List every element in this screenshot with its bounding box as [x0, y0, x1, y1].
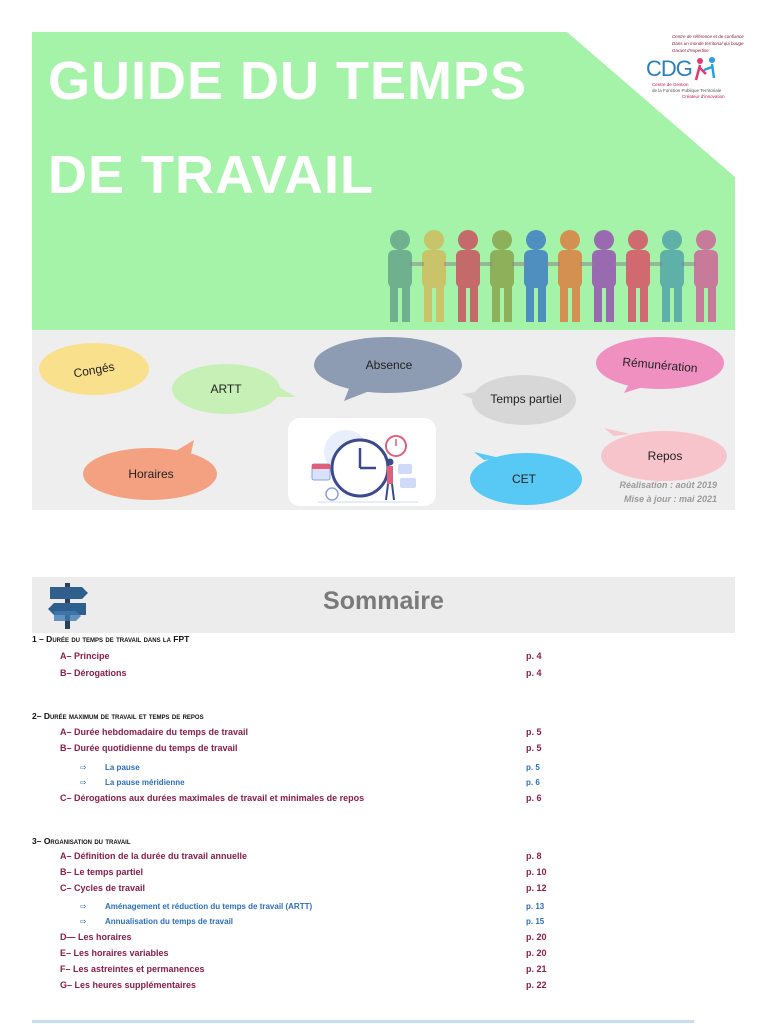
bubble-cet-label: CET: [512, 472, 536, 486]
toc-entry[interactable]: [60, 980, 550, 994]
logo-sub-2: de la Fonction Publique Territoriale: [652, 88, 722, 93]
logo-sub-1: Centre de Gestion: [652, 82, 689, 87]
toc-entry[interactable]: [60, 948, 550, 962]
toc-entry-page: p. 12: [526, 883, 547, 893]
toc-entry-label: D— Les horaires: [60, 932, 132, 942]
bubble-horaires: [82, 438, 220, 502]
toc-entry-label: B– Le temps partiel: [60, 867, 144, 877]
cover-title-line2: DE TRAVAIL: [48, 145, 374, 205]
bubble-conges-label: Congés: [72, 359, 116, 381]
toc-entry-label: A– Définition de la durée du travail annuelle: [60, 851, 248, 861]
toc-entry[interactable]: [60, 964, 550, 978]
logo-tagline-3: Garant d'expertise: [672, 48, 709, 53]
toc-entry-label: A– Principe: [60, 651, 110, 661]
toc-entry-page: p. 4: [526, 651, 542, 661]
cdg-logo: [642, 32, 742, 102]
sommaire-title: Sommaire: [323, 587, 444, 615]
toc-subentry-label: Annualisation du temps de travail: [105, 917, 234, 926]
toc-subentry-page: p. 5: [526, 763, 540, 772]
toc-subentry[interactable]: [80, 902, 550, 914]
toc-entry-page: p. 20: [526, 932, 547, 942]
cover-title-line1: GUIDE DU TEMPS: [48, 51, 528, 111]
toc-subentry[interactable]: [80, 763, 550, 775]
toc-entry[interactable]: [60, 793, 550, 807]
toc-entry-page: p. 4: [526, 668, 542, 678]
toc-entry[interactable]: [60, 651, 550, 665]
update-date: Mise à jour : mai 2021: [623, 494, 717, 504]
bubble-repos: [600, 426, 730, 482]
section-3-title: 3– Organisation du travail: [32, 836, 131, 846]
toc-entry-page: p. 22: [526, 980, 547, 990]
toc-subentry-page: p. 6: [526, 778, 540, 787]
toc-entry-page: p. 5: [526, 743, 542, 753]
toc-subentry-page: p. 13: [526, 902, 545, 911]
sommaire-header: [32, 577, 735, 633]
toc-subentry-label: La pause: [105, 763, 140, 772]
toc-subentry-page: p. 15: [526, 917, 545, 926]
arrow-icon: ⇨: [80, 778, 87, 787]
toc-entry-label: B– Dérogations: [60, 668, 127, 678]
bubble-remuneration-label: Rémunération: [621, 354, 699, 376]
cover-banner: [32, 32, 744, 332]
logo-tagline-2: Dans un monde territorial qui bouge: [672, 41, 744, 46]
toc-entry-page: p. 5: [526, 727, 542, 737]
logo-name: CDG: [646, 56, 692, 81]
bubble-temps-partiel: [462, 372, 578, 426]
logo-figures-icon: [692, 56, 722, 84]
section-2-title: 2– Durée maximum de travail et temps de repos: [32, 711, 204, 721]
toc-entry[interactable]: [60, 668, 550, 682]
toc-entry-page: p. 6: [526, 793, 542, 803]
bubble-artt-label: ARTT: [210, 382, 242, 396]
toc-entry[interactable]: [60, 727, 550, 741]
toc-entry[interactable]: [60, 867, 550, 881]
toc-entry[interactable]: [60, 851, 550, 865]
toc-subentry[interactable]: [80, 917, 550, 929]
toc-entry-page: p. 21: [526, 964, 547, 974]
bubble-repos-label: Repos: [647, 449, 683, 463]
arrow-icon: ⇨: [80, 763, 87, 772]
toc-subentry-label: Aménagement et réduction du temps de travail (ARTT): [105, 902, 313, 911]
bubble-artt: [172, 363, 300, 415]
toc-subentry-label: La pause méridienne: [105, 778, 185, 787]
toc-entry[interactable]: [60, 743, 550, 757]
logo-tagline-1: Centre de référence et de confiance: [672, 34, 744, 39]
bubble-absence: [314, 336, 464, 402]
clock-icon: [288, 418, 436, 506]
bottom-divider: [32, 1020, 694, 1023]
toc-entry-label: A– Durée hebdomadaire du temps de travail: [60, 727, 249, 737]
bubble-conges: [38, 342, 150, 398]
topics-band: [32, 330, 735, 510]
toc-entry-label: C– Dérogations aux durées maximales de travail et minimales de repos: [60, 793, 365, 803]
toc-entry-page: p. 20: [526, 948, 547, 958]
bubble-horaires-label: Horaires: [128, 467, 174, 481]
toc-entry-label: B– Durée quotidienne du temps de travail: [60, 743, 238, 753]
section-1-title: 1 – Durée du temps de travail dans la FPT: [32, 634, 190, 644]
bubble-remuneration: [594, 336, 726, 394]
toc-entry[interactable]: [60, 883, 550, 897]
realisation-date: Réalisation : août 2019: [619, 480, 717, 490]
toc-subentry[interactable]: [80, 778, 550, 790]
people-illustration: [382, 228, 727, 326]
bubble-temps-partiel-label: Temps partiel: [490, 392, 562, 406]
toc-entry-page: p. 8: [526, 851, 542, 861]
bubble-cet: [464, 448, 584, 506]
clock-illustration: [288, 418, 436, 506]
arrow-icon: ⇨: [80, 917, 87, 926]
toc-entry-page: p. 10: [526, 867, 547, 877]
arrow-icon: ⇨: [80, 902, 87, 911]
toc-entry-label: C– Cycles de travail: [60, 883, 146, 893]
toc-entry-label: E– Les horaires variables: [60, 948, 169, 958]
toc-entry[interactable]: [60, 932, 550, 946]
toc-entry-label: F– Les astreintes et permanences: [60, 964, 205, 974]
toc-entry-label: G– Les heures supplémentaires: [60, 980, 197, 990]
logo-sub-3: Créateur d'innovation: [682, 94, 725, 99]
bubble-absence-label: Absence: [365, 358, 413, 372]
